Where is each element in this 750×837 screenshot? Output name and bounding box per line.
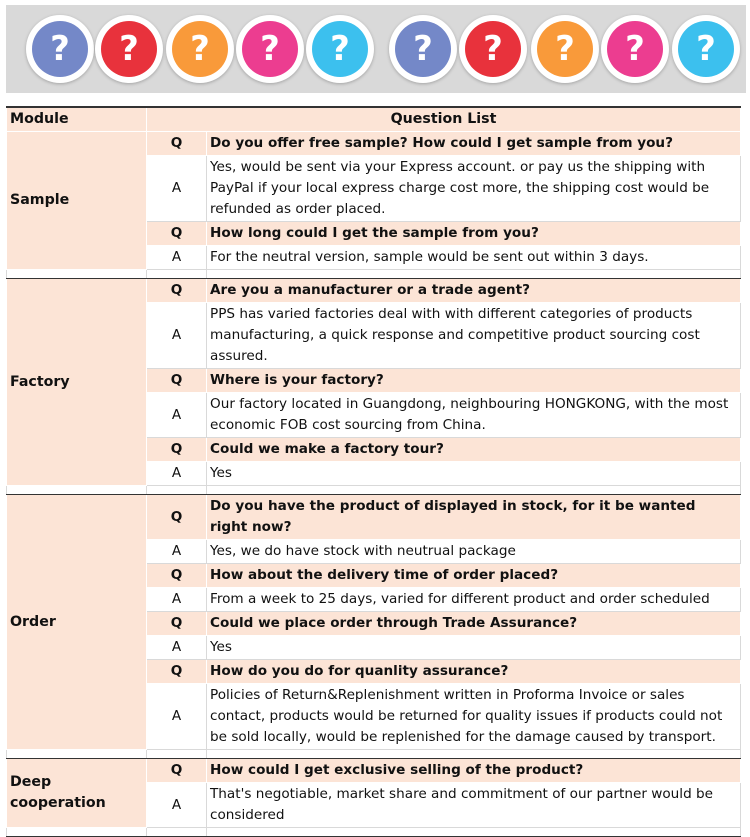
module-cell: Sample xyxy=(7,132,147,270)
module-header: Module xyxy=(7,107,147,132)
question-icon-cyan xyxy=(306,15,374,83)
question-label: Q xyxy=(147,369,207,393)
question-text: Could we make a factory tour? xyxy=(207,438,741,462)
question-mark-glyph: ? xyxy=(607,21,663,77)
answer-text: For the neutral version, sample would be sent out within 3 days. xyxy=(207,246,741,270)
question-text: Do you offer free sample? How could I get sample from you? xyxy=(207,132,741,156)
divider-cell xyxy=(147,486,207,495)
divider-cell xyxy=(7,750,147,759)
question-list-header: Question List xyxy=(147,107,741,132)
question-label: Q xyxy=(147,759,207,783)
answer-label: A xyxy=(147,156,207,222)
divider-cell xyxy=(147,828,207,837)
question-icon-cyan xyxy=(672,15,740,83)
divider-cell xyxy=(147,270,207,279)
section-divider xyxy=(7,828,741,837)
question-mark-glyph: ? xyxy=(465,21,521,77)
question-mark-glyph: ? xyxy=(395,21,451,77)
question-row xyxy=(7,495,741,540)
question-row xyxy=(7,132,741,156)
answer-label: A xyxy=(147,783,207,828)
question-text: Do you have the product of displayed in stock, for it be wanted right now? xyxy=(207,495,741,540)
answer-text: Yes, would be sent via your Express account. or pay us the shipping with PayPal if your local express charge cost more, the shipping cost would be refunded as order placed. xyxy=(207,156,741,222)
question-icons-banner xyxy=(6,5,746,93)
answer-text: That's negotiable, market share and commitment of our partner would be considered xyxy=(207,783,741,828)
answer-text: PPS has varied factories deal with with different categories of products manufacturing, a quick response and competitive product sourcing cost assured. xyxy=(207,303,741,369)
question-mark-glyph: ? xyxy=(101,21,157,77)
answer-label: A xyxy=(147,684,207,750)
question-mark-glyph: ? xyxy=(172,21,228,77)
question-label: Q xyxy=(147,612,207,636)
answer-text: From a week to 25 days, varied for different product and order scheduled xyxy=(207,588,741,612)
question-icon-orange xyxy=(166,15,234,83)
faq-table xyxy=(6,106,741,837)
module-cell: Order xyxy=(7,495,147,750)
section-divider xyxy=(7,750,741,759)
divider-cell xyxy=(7,828,147,837)
answer-label: A xyxy=(147,246,207,270)
question-text: How could I get exclusive selling of the product? xyxy=(207,759,741,783)
module-cell: Deep cooperation xyxy=(7,759,147,828)
answer-text: Yes, we do have stock with neutrual package xyxy=(207,540,741,564)
answer-label: A xyxy=(147,303,207,369)
question-row xyxy=(7,279,741,303)
question-icon-red xyxy=(95,15,163,83)
question-label: Q xyxy=(147,564,207,588)
divider-cell xyxy=(7,270,147,279)
question-label: Q xyxy=(147,132,207,156)
answer-text: Yes xyxy=(207,462,741,486)
question-icon-blue xyxy=(26,15,94,83)
answer-label: A xyxy=(147,462,207,486)
answer-text: Policies of Return&Replenishment written in Proforma Invoice or sales contact, products would be returned for quality issues if products could not be sold locally, would be replenished for the damage caused by transport. xyxy=(207,684,741,750)
answer-label: A xyxy=(147,636,207,660)
divider-cell xyxy=(147,750,207,759)
section-divider xyxy=(7,270,741,279)
question-icon-blue xyxy=(389,15,457,83)
question-row xyxy=(7,759,741,783)
answer-label: A xyxy=(147,588,207,612)
question-label: Q xyxy=(147,438,207,462)
question-mark-glyph: ? xyxy=(242,21,298,77)
question-label: Q xyxy=(147,279,207,303)
question-text: How long could I get the sample from you? xyxy=(207,222,741,246)
section-divider xyxy=(7,486,741,495)
module-cell: Factory xyxy=(7,279,147,486)
divider-cell xyxy=(207,270,741,279)
divider-cell xyxy=(207,750,741,759)
question-icon-pink xyxy=(601,15,669,83)
question-label: Q xyxy=(147,222,207,246)
divider-cell xyxy=(7,486,147,495)
question-label: Q xyxy=(147,495,207,540)
header-row xyxy=(7,107,741,132)
answer-label: A xyxy=(147,393,207,438)
divider-cell xyxy=(207,828,741,837)
question-icon-orange xyxy=(531,15,599,83)
answer-label: A xyxy=(147,540,207,564)
question-text: How do you do for quanlity assurance? xyxy=(207,660,741,684)
question-text: Could we place order through Trade Assurance? xyxy=(207,612,741,636)
question-mark-glyph: ? xyxy=(32,21,88,77)
question-icon-pink xyxy=(236,15,304,83)
divider-cell xyxy=(207,486,741,495)
question-mark-glyph: ? xyxy=(537,21,593,77)
answer-text: Yes xyxy=(207,636,741,660)
question-text: Where is your factory? xyxy=(207,369,741,393)
question-mark-glyph: ? xyxy=(678,21,734,77)
question-text: How about the delivery time of order placed? xyxy=(207,564,741,588)
answer-text: Our factory located in Guangdong, neighbouring HONGKONG, with the most economic FOB cost sourcing from China. xyxy=(207,393,741,438)
question-icon-red xyxy=(459,15,527,83)
question-text: Are you a manufacturer or a trade agent? xyxy=(207,279,741,303)
question-mark-glyph: ? xyxy=(312,21,368,77)
question-label: Q xyxy=(147,660,207,684)
